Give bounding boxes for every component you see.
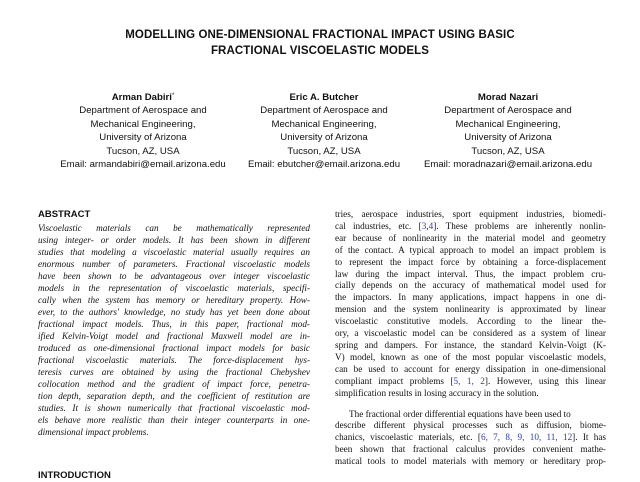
body-line: The fractional order differential equations have been used to xyxy=(349,408,571,419)
body-line: spring and dampers. For instance, the standard Kelvin-Voigt (K- xyxy=(335,339,606,350)
abstract-line: enormous number of parameters. Fractional viscoelastic models xyxy=(38,259,310,269)
author-city: Tucson, AZ, USA xyxy=(106,145,180,157)
abstract-line: fractional viscoelastic materials. The force-displacement hys- xyxy=(38,355,310,365)
body-line: cal industries, etc. [3,4]. These problems are inherently nonlin- xyxy=(335,220,606,231)
author-email[interactable]: Email: armandabiri@email.arizona.edu xyxy=(60,159,226,171)
corresponding-author-mark: * xyxy=(171,93,175,99)
citation-link[interactable]: 3 xyxy=(421,220,427,231)
abstract-line: els behave more realistic than their integer counterparts in one- xyxy=(38,415,310,425)
author-department: Department of Aerospace and xyxy=(79,105,207,117)
abstract-body xyxy=(38,222,310,438)
body-line: viscoelastic constitutive models. According to the linear the- xyxy=(335,316,606,327)
body-line: describe different physical processes such as diffusion, biome- xyxy=(335,420,606,431)
abstract-line: models in the representation of viscoelastic materials, specifi- xyxy=(38,283,310,293)
author-city: Tucson, AZ, USA xyxy=(287,145,361,157)
author-email[interactable]: Email: ebutcher@email.arizona.edu xyxy=(247,159,401,171)
author-email[interactable]: Email: moradnazari@email.arizona.edu xyxy=(423,159,593,171)
right-column-body xyxy=(335,209,606,468)
citation-link[interactable]: 4 xyxy=(428,220,434,231)
abstract-line: tion depth, separation depth, and the coefficient of restitution are xyxy=(38,391,310,401)
body-line: ory, a viscoelastic model can be considered as a system of linear xyxy=(335,328,606,339)
author-university: University of Arizona xyxy=(99,132,187,144)
abstract-line: troduced as one-dimensional fractional impact models for basic xyxy=(38,343,310,353)
abstract-line: cally when the system has memory or hereditary property. How- xyxy=(38,295,310,305)
body-line: compliant impact problems [5, 1, 2]. However, using this linear xyxy=(335,375,606,386)
citation-link[interactable]: 5, 1, 2 xyxy=(453,375,485,386)
body-line: to represent the impact force by obtaining a force-displacement xyxy=(335,256,606,267)
author-name: Arman Dabiri* xyxy=(111,92,175,103)
author-block-2 xyxy=(224,91,424,171)
body-line: of the contact. A typical approach to model an impact problem is xyxy=(335,244,606,255)
abstract-line: studies that modeling a viscoelastic material usually requires an xyxy=(38,247,310,257)
author-block-1 xyxy=(43,91,243,171)
body-line: been shown that fractional calculus provides convenient mathe- xyxy=(335,444,606,455)
abstract-line: collocation method and the gradient of impact force, penetra- xyxy=(38,379,310,389)
paper-title-line-1: MODELLING ONE-DIMENSIONAL FRACTIONAL IMPACT USING BASIC xyxy=(125,29,515,41)
body-line: cially depends on the accuracy of mathematical model used for xyxy=(335,280,606,291)
body-line: can be used to account for energy dissipation in one-dimensional xyxy=(335,363,606,374)
abstract-line: fractional impact models. Thus, in this paper, fractional mod- xyxy=(38,319,310,329)
abstract-line: have been shown to be advantageous over integer viscoelastic xyxy=(38,271,310,281)
body-line: law during the impact interval. Thus, the impact problem cru- xyxy=(335,268,606,279)
paper-title xyxy=(0,27,640,59)
author-university: University of Arizona xyxy=(280,132,368,144)
author-department: Mechanical Engineering, xyxy=(90,118,196,130)
body-line: chanics, viscoelastic materials, etc. [6, 7, 8, 9, 10, 11, 12]. It has xyxy=(335,432,606,443)
author-name: Eric A. Butcher xyxy=(289,92,359,103)
abstract-line: Viscoelastic materials can be mathematically represented xyxy=(38,223,310,233)
introduction-heading: INTRODUCTION xyxy=(38,470,111,481)
abstract-line: dimensional impact problems. xyxy=(38,427,149,437)
abstract-heading: ABSTRACT xyxy=(38,209,91,220)
author-city: Tucson, AZ, USA xyxy=(471,145,545,157)
body-line: ear because of nonlinearity in the material model and geometry xyxy=(335,232,606,243)
body-line: the impactors. In many applications, impact happens in one di- xyxy=(335,292,606,303)
body-line: simplification results in losing accuracy in the solution. xyxy=(335,387,539,398)
abstract-line: teresis curves are obtained by using the fractional Chebyshev xyxy=(38,367,310,377)
abstract-line: ever, to the authors' knowledge, no study has yet been done about xyxy=(38,307,310,317)
body-line: mension and the system nonlinearity is approximated by linear xyxy=(335,304,606,315)
abstract-line: using integer- or order models. It has been shown in different xyxy=(38,235,310,245)
author-department: Department of Aerospace and xyxy=(444,105,572,117)
author-department: Mechanical Engineering, xyxy=(455,118,561,130)
citation-link[interactable]: 6, 7, 8, 9, 10, 11, 12 xyxy=(480,432,573,443)
body-line: V) model, known as one of the most popular viscoelastic models, xyxy=(335,351,606,362)
author-university: University of Arizona xyxy=(464,132,552,144)
author-name: Morad Nazari xyxy=(477,92,539,103)
abstract-line: studies. It is shown numerically that fractional viscoelastic mod- xyxy=(38,403,310,413)
body-line: matical tools to model materials with memory or hereditary prop- xyxy=(335,456,606,467)
author-department: Mechanical Engineering, xyxy=(271,118,377,130)
abstract-line: ified Kelvin-Voigt model and fractional Maxwell model are in- xyxy=(38,331,310,341)
author-department: Department of Aerospace and xyxy=(260,105,388,117)
paper-title-line-2: FRACTIONAL VISCOELASTIC MODELS xyxy=(210,45,430,57)
body-line: tries, aerospace industries, sport equipment industries, biomedi- xyxy=(335,209,606,219)
author-block-3 xyxy=(408,91,608,171)
